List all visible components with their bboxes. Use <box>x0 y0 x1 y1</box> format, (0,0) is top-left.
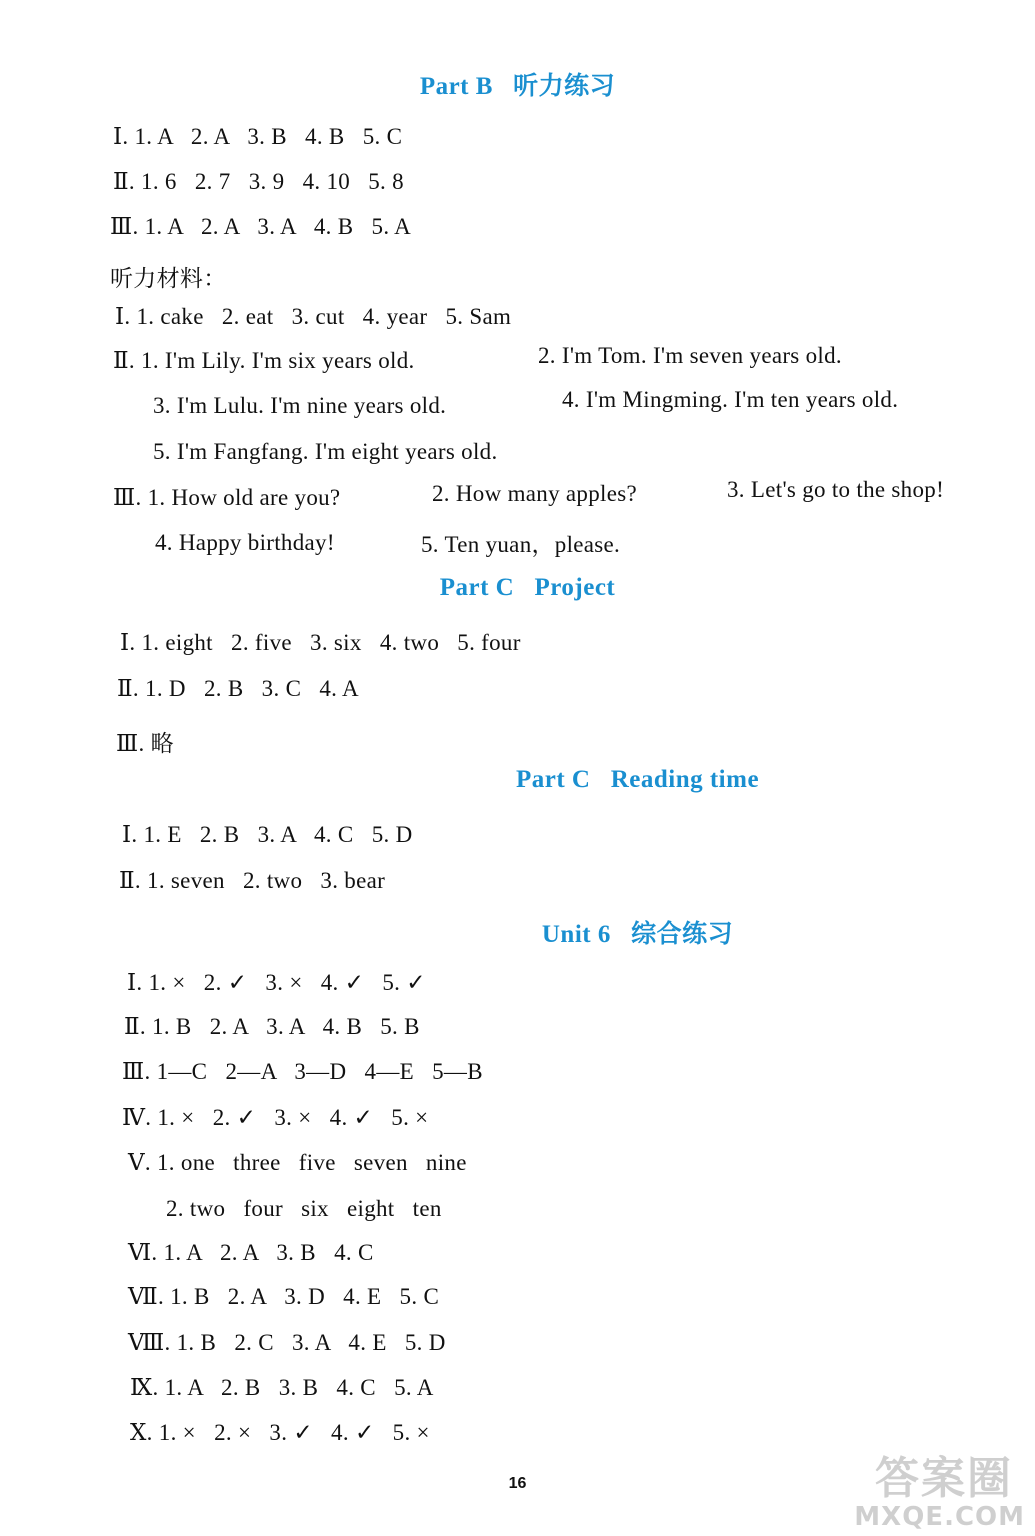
listening-line-2a: Ⅱ. 1. I'm Lily. I'm six years old. <box>113 348 415 373</box>
listening-line-6b: 5. Ten yuan，please. <box>421 532 621 557</box>
part-b-line-1: Ⅰ. 1. A 2. A 3. B 4. B 5. C <box>113 124 403 149</box>
project-line-1: Ⅰ. 1. eight 2. five 3. six 4. two 5. four <box>120 630 521 655</box>
unit6-line-1: Ⅰ. 1. × 2. ✓ 3. × 4. ✓ 5. ✓ <box>127 970 426 995</box>
listening-line-1: Ⅰ. 1. cake 2. eat 3. cut 4. year 5. Sam <box>115 304 512 329</box>
unit6-line-3: Ⅲ. 1—C 2—A 3—D 4—E 5—B <box>122 1059 483 1084</box>
project-line-2: Ⅱ. 1. D 2. B 3. C 4. A <box>117 676 359 701</box>
listening-line-4: 5. I'm Fangfang. I'm eight years old. <box>153 439 498 464</box>
listening-line-6a: 4. Happy birthday! <box>155 530 335 555</box>
unit6-line-4: Ⅳ. 1. × 2. ✓ 3. × 4. ✓ 5. × <box>122 1105 429 1130</box>
project-line-3: Ⅲ. 略 <box>116 731 174 756</box>
watermark-url: MXQE.COM <box>854 1502 1025 1532</box>
listening-line-5a: Ⅲ. 1. How old are you? <box>113 485 341 510</box>
part-b-heading: Part B 听力练习 <box>419 73 616 100</box>
unit6-line-11: Ⅹ. 1. × 2. × 3. ✓ 4. ✓ 5. × <box>130 1420 430 1445</box>
part-b-line-2: Ⅱ. 1. 6 2. 7 3. 9 4. 10 5. 8 <box>113 169 404 194</box>
listening-line-3b: 4. I'm Mingming. I'm ten years old. <box>562 387 899 412</box>
unit6-line-5: Ⅴ. 1. one three five seven nine <box>128 1150 467 1175</box>
unit6-line-8: Ⅶ. 1. B 2. A 3. D 4. E 5. C <box>128 1284 440 1309</box>
listening-line-2b: 2. I'm Tom. I'm seven years old. <box>538 343 842 368</box>
unit6-line-6: 2. two four six eight ten <box>166 1196 442 1221</box>
watermark-logo: 答案圈 <box>875 1453 1013 1504</box>
unit6-line-9: Ⅷ. 1. B 2. C 3. A 4. E 5. D <box>128 1330 446 1355</box>
part-c-project-heading: Part C Project <box>439 574 616 601</box>
watermark <box>840 1442 1025 1532</box>
reading-line-2: Ⅱ. 1. seven 2. two 3. bear <box>119 868 386 893</box>
listening-line-5b: 2. How many apples? <box>432 481 637 506</box>
listening-line-3a: 3. I'm Lulu. I'm nine years old. <box>153 393 447 418</box>
listening-line-5c: 3. Let's go to the shop! <box>727 477 945 502</box>
unit-6-heading: Unit 6 综合练习 <box>541 921 734 948</box>
part-b-line-3: Ⅲ. 1. A 2. A 3. A 4. B 5. A <box>110 214 412 239</box>
unit6-line-10: Ⅸ. 1. A 2. B 3. B 4. C 5. A <box>130 1375 434 1400</box>
reading-line-1: Ⅰ. 1. E 2. B 3. A 4. C 5. D <box>122 822 413 847</box>
unit6-line-2: Ⅱ. 1. B 2. A 3. A 4. B 5. B <box>124 1014 420 1039</box>
unit6-line-7: Ⅵ. 1. A 2. A 3. B 4. C <box>128 1240 374 1265</box>
part-c-reading-heading: Part C Reading time <box>515 766 760 793</box>
page-number: 16 <box>508 1475 527 1492</box>
listening-material-label: 听力材料： <box>110 266 227 291</box>
